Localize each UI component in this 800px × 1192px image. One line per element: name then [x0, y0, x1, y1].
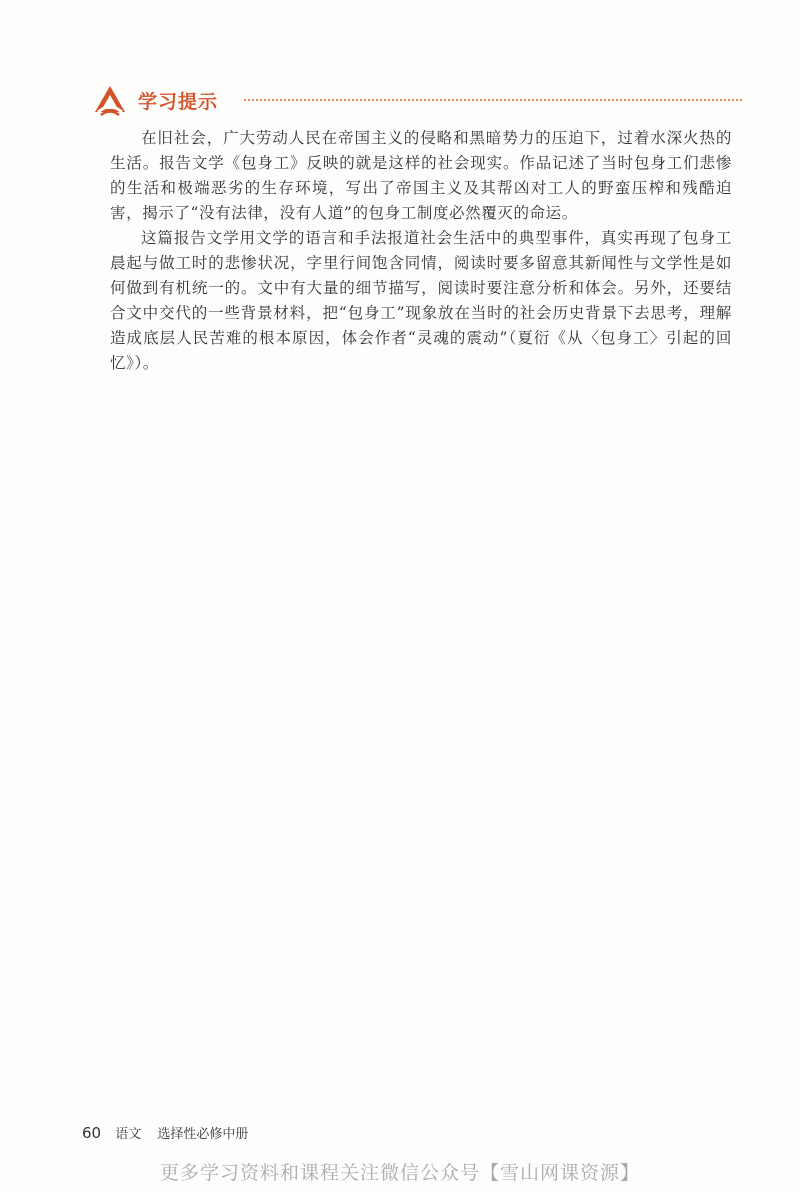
paragraph: 在旧社会，广大劳动人民在帝国主义的侵略和黑暗势力的压迫下，过着水深火热的生活。报告文学《包身工》反映的就是这样的社会现实。作品记述了当时包身工们悲惨的生活和极端恶劣的生存环境，写出了帝国主义及其帮凶对工人的野蛮压榨和残酷迫害，揭示了“没有法律，没有人道”的包身工制度必然覆灭的命运。	[110, 129, 732, 222]
page-number: 60	[82, 1124, 102, 1142]
study-tips-icon	[92, 82, 128, 118]
footer-subject: 语文	[115, 1127, 142, 1142]
page-footer	[82, 1123, 248, 1142]
section-title: 学习提示	[138, 91, 219, 113]
dotted-divider	[244, 99, 742, 101]
section-header	[92, 82, 742, 118]
footer-volume: 选择性必修中册	[157, 1127, 249, 1142]
paragraph: 这篇报告文学用文学的语言和手法报道社会生活中的典型事件，真实再现了包身工晨起与做工时的悲惨状况，字里行间饱含同情，阅读时要多留意其新闻性与文学性是如何做到有机统一的。文中有大量的细节描写，阅读时要注意分析和体会。另外，还要结合文中交代的一些背景材料，把“包身工”现象放在当时的社会历史背景下去思考，理解造成底层人民苦难的根本原因，体会作者“灵魂的震动”（夏衍《从〈包身工〉引起的回忆》）。	[110, 229, 732, 372]
watermark-text: 更多学习资料和课程关注微信公众号【雪山网课资源】	[159, 1162, 640, 1184]
body-text	[110, 126, 732, 376]
